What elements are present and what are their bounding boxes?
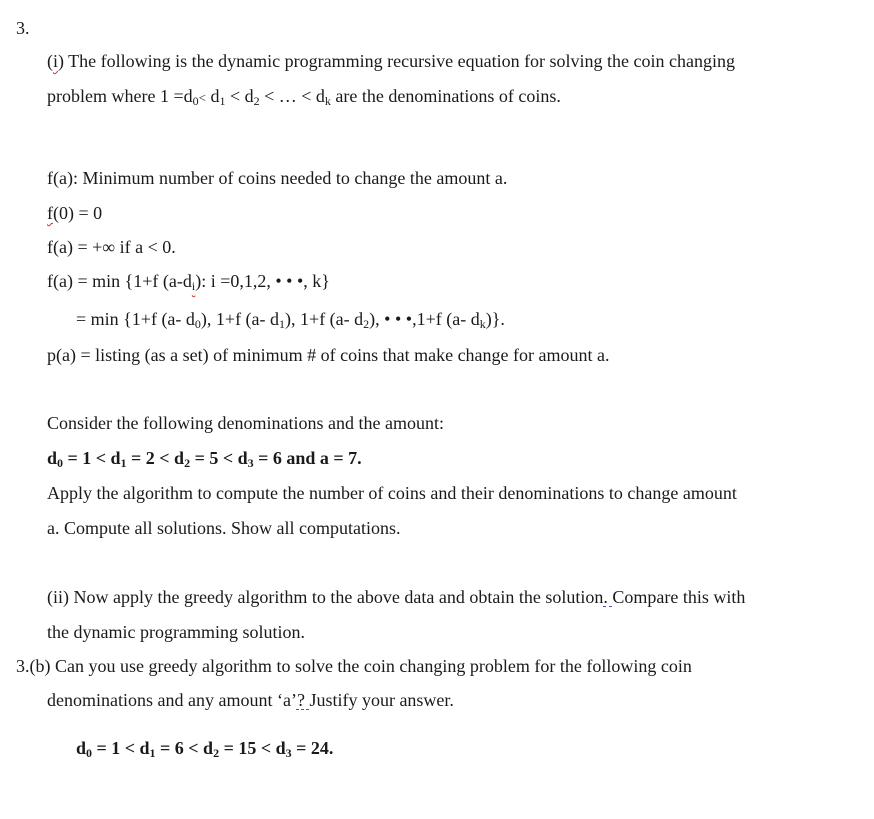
denominations-part-a: $d_0 = 1 < d_1 = 2 < d_2 = 5 < d_3 = 6$ and a = 7.	[47, 448, 362, 470]
apply-line-2: a. Compute all solutions. Show all computations.	[47, 518, 401, 538]
denominations-part-b: $d_0 = 1 < d_1 = 6 < d_2 = 15 < d_3 = 24$.	[76, 738, 334, 760]
part-b-line-1: 3.(b) Can you use greedy algorithm to solve the coin changing problem for the following coin	[16, 656, 692, 676]
part-b-line-2: denominations and any amount ‘a’? Justify your answer.	[47, 690, 454, 710]
spelling-mark: i	[53, 51, 59, 71]
f0-base-case: f(0) = 0	[47, 203, 103, 223]
fneg-case: f(a) = +∞ if a < 0.	[47, 237, 176, 257]
part-i-line-1: (i) The following is the dynamic programming recursive equation for solving the coin changing	[47, 51, 736, 71]
spelling-mark: i	[191, 279, 196, 293]
grammar-mark: .	[603, 587, 613, 607]
part-ii-line-1: (ii) Now apply the greedy algorithm to the above data and obtain the solution. Compare this with	[47, 587, 746, 607]
pa-definition: p(a) = listing (as a set) of minimum # of coins that make change for amount a.	[47, 345, 610, 365]
apply-line-1: Apply the algorithm to compute the number of coins and their denominations to change amount	[47, 483, 737, 503]
consider-intro: Consider the following denominations and the amount:	[47, 413, 444, 433]
problem-number: 3.	[16, 18, 30, 38]
recurrence-line-2: = min {1+f (a- $d_0$), 1+f (a- $d_1$), 1+f (a- $d_2$), • • •,1+f (a- $d_k$)}.	[76, 309, 505, 331]
grammar-mark: ?	[296, 690, 310, 710]
part-ii-line-2: the dynamic programming solution.	[47, 622, 305, 642]
part-i-line-2: problem where $1 =d_0< d_1 < d_2$ < … < $d_k$ are the denominations of coins.	[47, 86, 561, 108]
fa-definition: f(a): Minimum number of coins needed to change the amount a.	[47, 168, 508, 188]
spelling-mark: f	[47, 203, 53, 223]
recurrence-line-1: f(a) = min {1+f $(a-d_i)$: i =0,1,2, • • •, k}	[47, 271, 330, 293]
